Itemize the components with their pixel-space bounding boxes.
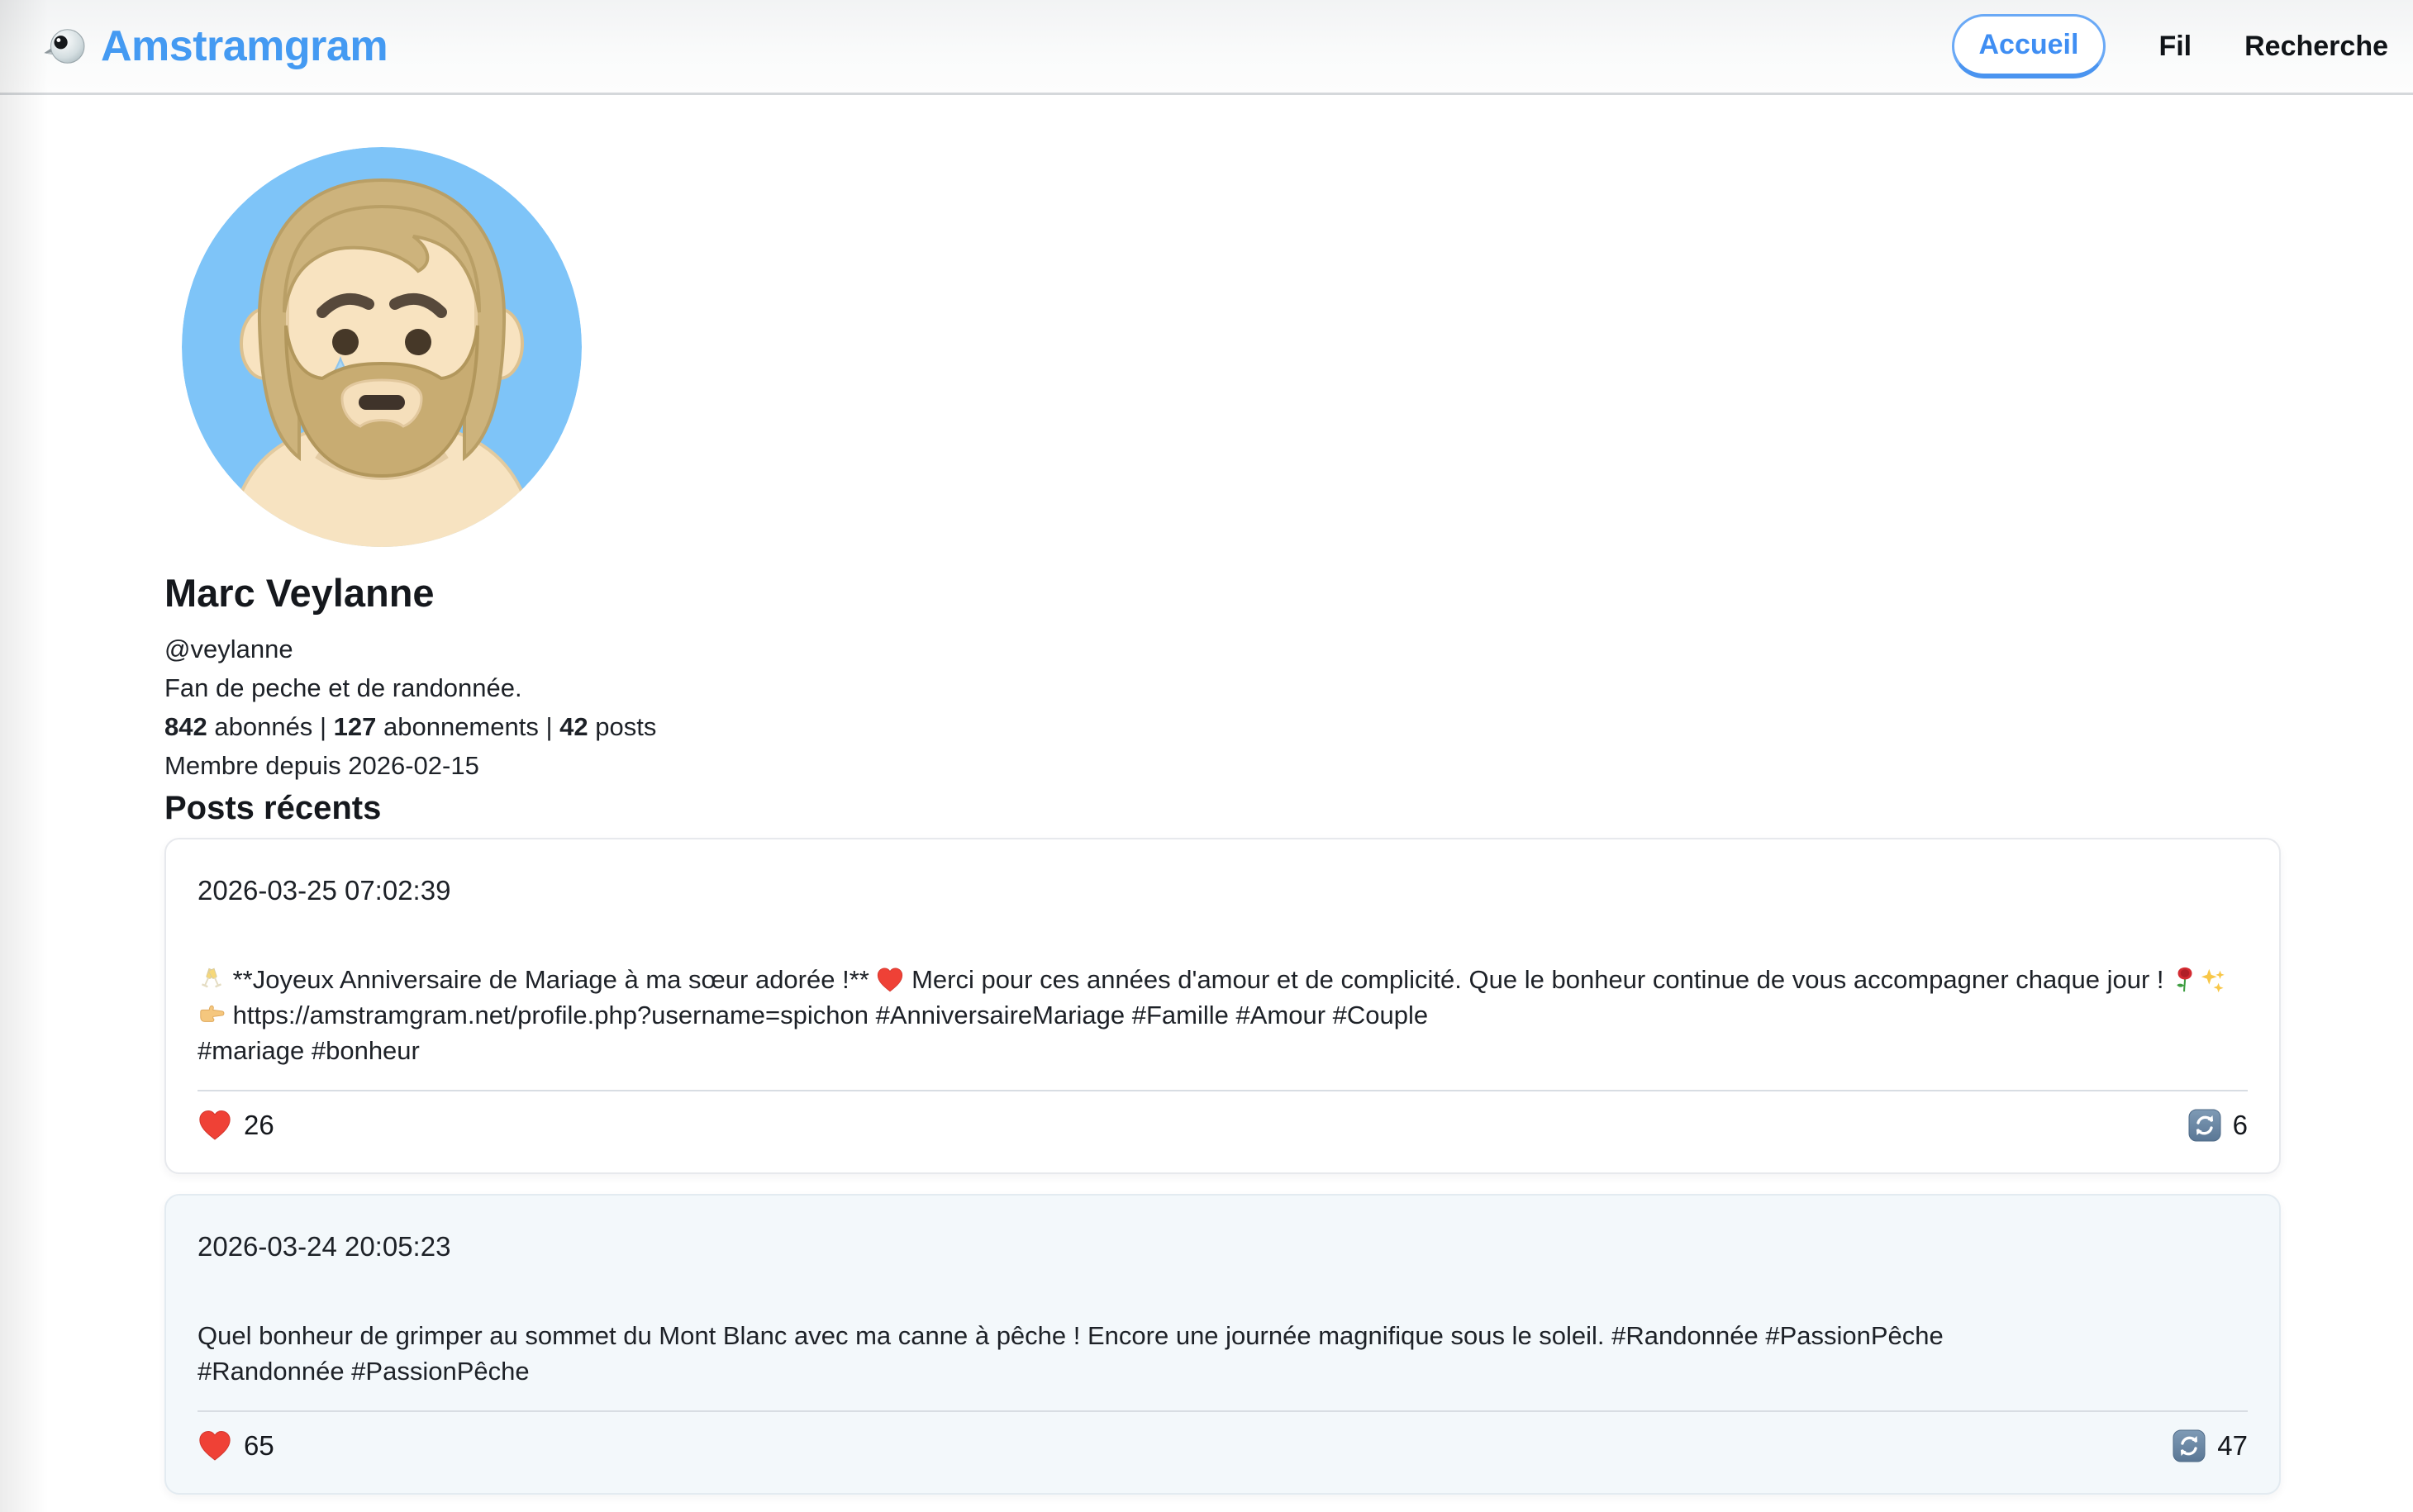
post-card: [164, 1194, 2281, 1495]
member-since: Membre depuis 2026-02-15: [164, 751, 479, 780]
repost-count: 6: [2232, 1110, 2248, 1140]
post-footer: [198, 1091, 2248, 1172]
red-heart-icon: [198, 1429, 232, 1463]
like-button[interactable]: [198, 1108, 274, 1143]
dove-icon: [43, 24, 88, 69]
following-label: abonnements: [383, 712, 539, 741]
like-count: 65: [244, 1430, 274, 1461]
post-text-line: https://amstramgram.net/profile.php?username=spichon #AnniversaireMariage #Famille #Amour #Couple: [198, 997, 2248, 1033]
rose-icon: [2171, 966, 2199, 994]
post-timestamp: 2026-03-24 20:05:23: [198, 1231, 451, 1262]
red-heart-icon: [198, 1108, 232, 1143]
brand-name: Amstramgram: [101, 22, 388, 70]
posts-label: posts: [595, 712, 657, 741]
repost-button[interactable]: [2188, 1109, 2248, 1142]
arrows-counterclockwise-icon: [2173, 1429, 2206, 1462]
backhand-index-pointing-right-icon: [198, 1001, 226, 1029]
following-count: 127: [333, 712, 377, 741]
post-text-line: **Joyeux Anniversaire de Mariage à ma sœur adorée !** Merci pour ces années d'amour et de complicité. Que le bonheur continue de vous accompagner chaque jour !: [198, 962, 2248, 997]
profile-meta: [164, 630, 2413, 785]
post-text-line: Quel bonheur de grimper au sommet du Mont Blanc avec ma canne à pêche ! Encore une journée magnifique sous le soleil. #Randonnée #PassionPêche: [198, 1321, 1944, 1350]
stats-separator: |: [545, 712, 553, 741]
like-button[interactable]: [198, 1429, 274, 1463]
post-card: [164, 838, 2281, 1174]
post-content: [198, 962, 2248, 1068]
repost-button[interactable]: [2173, 1429, 2248, 1462]
sparkles-icon: [2199, 966, 2227, 994]
clinking-glasses-icon: [198, 966, 226, 994]
repost-count: 47: [2217, 1430, 2248, 1461]
posts-count: 42: [559, 712, 588, 741]
profile-avatar: [182, 147, 582, 547]
post-footer: [198, 1412, 2248, 1493]
nav-item-accueil[interactable]: Accueil: [1952, 14, 2106, 78]
followers-count: 842: [164, 712, 207, 741]
post-content: [198, 1318, 2248, 1389]
followers-label: abonnés: [214, 712, 313, 741]
profile-page: [0, 147, 2413, 1495]
red-heart-icon: [876, 966, 904, 994]
like-count: 26: [244, 1110, 274, 1140]
nav-item-recherche[interactable]: Recherche: [2244, 30, 2388, 62]
arrows-counterclockwise-icon: [2188, 1109, 2221, 1142]
nav-item-fil[interactable]: Fil: [2158, 30, 2192, 62]
brand-logo[interactable]: [43, 21, 388, 71]
main-nav: [1952, 14, 2389, 78]
profile-name: Marc Veylanne: [164, 571, 435, 615]
stats-separator: |: [319, 712, 326, 741]
app-header: [0, 0, 2413, 95]
post-text-line: #mariage #bonheur: [198, 1036, 420, 1065]
post-timestamp: 2026-03-25 07:02:39: [198, 875, 451, 906]
profile-bio: Fan de peche et de randonnée.: [164, 673, 522, 702]
profile-stats: [164, 707, 2413, 746]
profile-handle: @veylanne: [164, 635, 293, 663]
posts-heading: Posts récents: [164, 790, 382, 826]
post-text-line: #Randonnée #PassionPêche: [198, 1357, 530, 1386]
avatar-image: [182, 147, 582, 547]
